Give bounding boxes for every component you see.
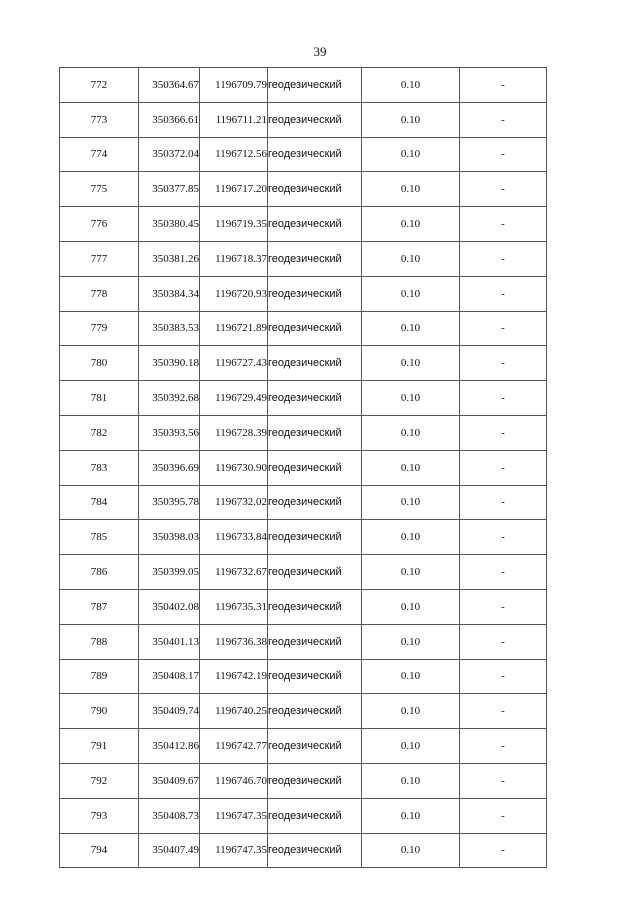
y-coordinate-cell: 1196735.31	[200, 589, 268, 624]
note-cell: -	[460, 346, 547, 381]
accuracy-cell: 0.10	[362, 381, 460, 416]
method-cell: геодезический	[268, 311, 362, 346]
accuracy-cell: 0.10	[362, 68, 460, 103]
note-cell: -	[460, 729, 547, 764]
accuracy-cell: 0.10	[362, 694, 460, 729]
y-coordinate-cell: 1196729.49	[200, 381, 268, 416]
y-coordinate-cell: 1196733.84	[200, 520, 268, 555]
point-number-cell: 783	[60, 450, 139, 485]
point-number-cell: 792	[60, 763, 139, 798]
table-row	[60, 589, 547, 624]
note-cell: -	[460, 241, 547, 276]
x-coordinate-cell: 350383.53	[139, 311, 200, 346]
note-cell: -	[460, 450, 547, 485]
y-coordinate-cell: 1196719.35	[200, 207, 268, 242]
x-coordinate-cell: 350377.85	[139, 172, 200, 207]
table-row	[60, 624, 547, 659]
x-coordinate-cell: 350412.86	[139, 729, 200, 764]
accuracy-cell: 0.10	[362, 798, 460, 833]
note-cell: -	[460, 68, 547, 103]
y-coordinate-cell: 1196727.43	[200, 346, 268, 381]
note-cell: -	[460, 381, 547, 416]
x-coordinate-cell: 350401.13	[139, 624, 200, 659]
y-coordinate-cell: 1196711.21	[200, 102, 268, 137]
method-cell: геодезический	[268, 346, 362, 381]
note-cell: -	[460, 520, 547, 555]
note-cell: -	[460, 102, 547, 137]
point-number-cell: 779	[60, 311, 139, 346]
table-row	[60, 276, 547, 311]
y-coordinate-cell: 1196730.90	[200, 450, 268, 485]
table-row	[60, 450, 547, 485]
y-coordinate-cell: 1196740.25	[200, 694, 268, 729]
point-number-cell: 774	[60, 137, 139, 172]
x-coordinate-cell: 350392.68	[139, 381, 200, 416]
method-cell: геодезический	[268, 729, 362, 764]
point-number-cell: 772	[60, 68, 139, 103]
page-number: 39	[313, 44, 327, 59]
x-coordinate-cell: 350366.61	[139, 102, 200, 137]
method-cell: геодезический	[268, 520, 362, 555]
accuracy-cell: 0.10	[362, 729, 460, 764]
table-row	[60, 798, 547, 833]
method-cell: геодезический	[268, 137, 362, 172]
accuracy-cell: 0.10	[362, 276, 460, 311]
accuracy-cell: 0.10	[362, 589, 460, 624]
method-cell: геодезический	[268, 555, 362, 590]
method-cell: геодезический	[268, 798, 362, 833]
x-coordinate-cell: 350408.17	[139, 659, 200, 694]
table-row	[60, 102, 547, 137]
note-cell: -	[460, 798, 547, 833]
x-coordinate-cell: 350384.34	[139, 276, 200, 311]
point-number-cell: 776	[60, 207, 139, 242]
table-row	[60, 311, 547, 346]
x-coordinate-cell: 350402.08	[139, 589, 200, 624]
x-coordinate-cell: 350408.73	[139, 798, 200, 833]
point-number-cell: 794	[60, 833, 139, 868]
y-coordinate-cell: 1196747.35	[200, 833, 268, 868]
x-coordinate-cell: 350399.05	[139, 555, 200, 590]
note-cell: -	[460, 555, 547, 590]
note-cell: -	[460, 415, 547, 450]
accuracy-cell: 0.10	[362, 102, 460, 137]
point-number-cell: 782	[60, 415, 139, 450]
y-coordinate-cell: 1196728.39	[200, 415, 268, 450]
table-row	[60, 833, 547, 868]
table-row	[60, 659, 547, 694]
y-coordinate-cell: 1196742.77	[200, 729, 268, 764]
note-cell: -	[460, 763, 547, 798]
x-coordinate-cell: 350381.26	[139, 241, 200, 276]
point-number-cell: 788	[60, 624, 139, 659]
x-coordinate-cell: 350372.04	[139, 137, 200, 172]
method-cell: геодезический	[268, 381, 362, 416]
note-cell: -	[460, 589, 547, 624]
note-cell: -	[460, 172, 547, 207]
table-row	[60, 241, 547, 276]
point-number-cell: 778	[60, 276, 139, 311]
method-cell: геодезический	[268, 659, 362, 694]
method-cell: геодезический	[268, 102, 362, 137]
method-cell: геодезический	[268, 589, 362, 624]
point-number-cell: 790	[60, 694, 139, 729]
method-cell: геодезический	[268, 241, 362, 276]
table-row	[60, 137, 547, 172]
accuracy-cell: 0.10	[362, 520, 460, 555]
method-cell: геодезический	[268, 415, 362, 450]
y-coordinate-cell: 1196746.70	[200, 763, 268, 798]
point-number-cell: 786	[60, 555, 139, 590]
method-cell: геодезический	[268, 172, 362, 207]
table-row	[60, 207, 547, 242]
accuracy-cell: 0.10	[362, 172, 460, 207]
y-coordinate-cell: 1196709.79	[200, 68, 268, 103]
x-coordinate-cell: 350364.67	[139, 68, 200, 103]
y-coordinate-cell: 1196712.56	[200, 137, 268, 172]
x-coordinate-cell: 350390.18	[139, 346, 200, 381]
y-coordinate-cell: 1196720.93	[200, 276, 268, 311]
table-row	[60, 172, 547, 207]
accuracy-cell: 0.10	[362, 241, 460, 276]
y-coordinate-cell: 1196736.38	[200, 624, 268, 659]
y-coordinate-cell: 1196747.35	[200, 798, 268, 833]
table-row	[60, 555, 547, 590]
method-cell: геодезический	[268, 68, 362, 103]
table-row	[60, 520, 547, 555]
point-number-cell: 787	[60, 589, 139, 624]
note-cell: -	[460, 694, 547, 729]
x-coordinate-cell: 350393.56	[139, 415, 200, 450]
point-number-cell: 785	[60, 520, 139, 555]
note-cell: -	[460, 659, 547, 694]
y-coordinate-cell: 1196742.19	[200, 659, 268, 694]
table-row	[60, 68, 547, 103]
method-cell: геодезический	[268, 624, 362, 659]
x-coordinate-cell: 350395.78	[139, 485, 200, 520]
x-coordinate-cell: 350409.74	[139, 694, 200, 729]
table-row	[60, 415, 547, 450]
x-coordinate-cell: 350409.67	[139, 763, 200, 798]
accuracy-cell: 0.10	[362, 763, 460, 798]
note-cell: -	[460, 137, 547, 172]
coordinates-table	[59, 67, 547, 868]
accuracy-cell: 0.10	[362, 485, 460, 520]
y-coordinate-cell: 1196717.20	[200, 172, 268, 207]
point-number-cell: 789	[60, 659, 139, 694]
accuracy-cell: 0.10	[362, 346, 460, 381]
method-cell: геодезический	[268, 485, 362, 520]
method-cell: геодезический	[268, 450, 362, 485]
point-number-cell: 773	[60, 102, 139, 137]
y-coordinate-cell: 1196718.37	[200, 241, 268, 276]
table-row	[60, 381, 547, 416]
y-coordinate-cell: 1196732.67	[200, 555, 268, 590]
method-cell: геодезический	[268, 833, 362, 868]
table-row	[60, 763, 547, 798]
method-cell: геодезический	[268, 207, 362, 242]
note-cell: -	[460, 311, 547, 346]
point-number-cell: 780	[60, 346, 139, 381]
accuracy-cell: 0.10	[362, 450, 460, 485]
method-cell: геодезический	[268, 276, 362, 311]
accuracy-cell: 0.10	[362, 555, 460, 590]
accuracy-cell: 0.10	[362, 624, 460, 659]
note-cell: -	[460, 485, 547, 520]
accuracy-cell: 0.10	[362, 833, 460, 868]
note-cell: -	[460, 276, 547, 311]
method-cell: геодезический	[268, 694, 362, 729]
table-row	[60, 485, 547, 520]
method-cell: геодезический	[268, 763, 362, 798]
note-cell: -	[460, 624, 547, 659]
note-cell: -	[460, 207, 547, 242]
point-number-cell: 791	[60, 729, 139, 764]
point-number-cell: 793	[60, 798, 139, 833]
table-row	[60, 346, 547, 381]
point-number-cell: 775	[60, 172, 139, 207]
accuracy-cell: 0.10	[362, 137, 460, 172]
note-cell: -	[460, 833, 547, 868]
x-coordinate-cell: 350380.45	[139, 207, 200, 242]
point-number-cell: 781	[60, 381, 139, 416]
table-row	[60, 694, 547, 729]
accuracy-cell: 0.10	[362, 207, 460, 242]
x-coordinate-cell: 350407.49	[139, 833, 200, 868]
x-coordinate-cell: 350396.69	[139, 450, 200, 485]
point-number-cell: 777	[60, 241, 139, 276]
y-coordinate-cell: 1196721.89	[200, 311, 268, 346]
point-number-cell: 784	[60, 485, 139, 520]
y-coordinate-cell: 1196732.02	[200, 485, 268, 520]
accuracy-cell: 0.10	[362, 415, 460, 450]
accuracy-cell: 0.10	[362, 659, 460, 694]
accuracy-cell: 0.10	[362, 311, 460, 346]
coordinates-table-body	[60, 68, 547, 868]
table-row	[60, 729, 547, 764]
x-coordinate-cell: 350398.03	[139, 520, 200, 555]
